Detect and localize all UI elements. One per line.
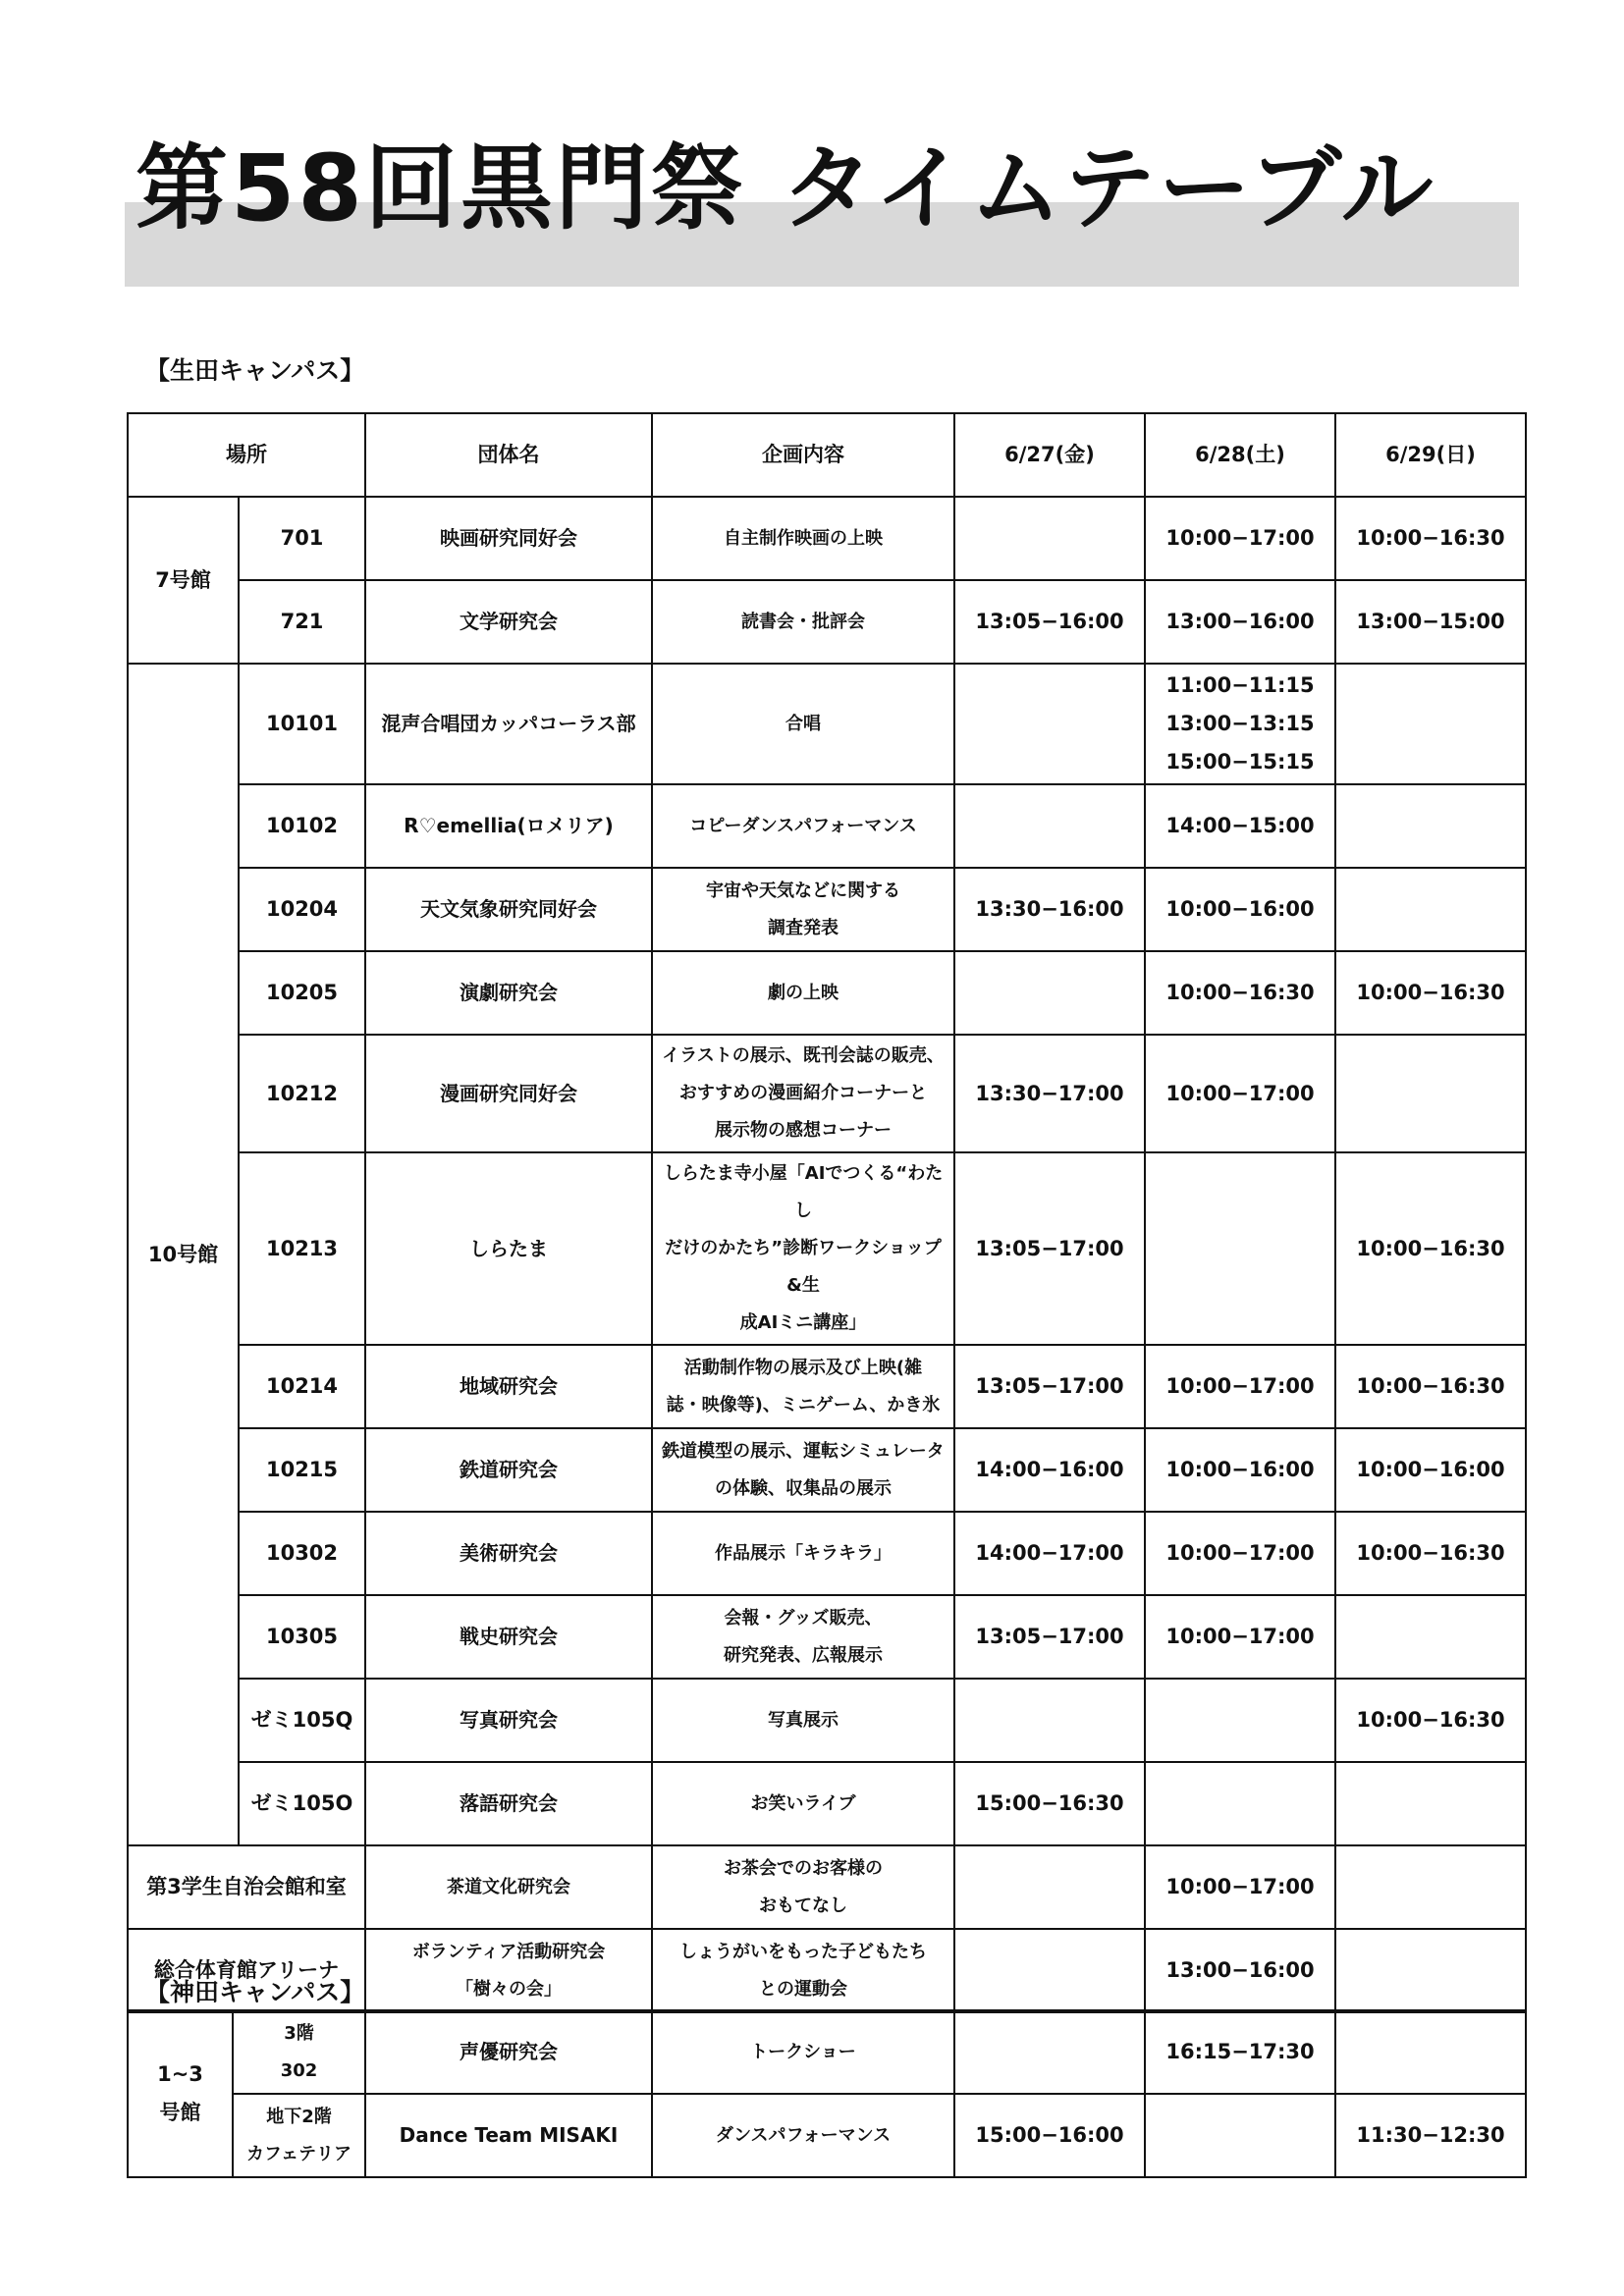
event-content (652, 1595, 954, 1679)
time-day3 (1335, 2094, 1526, 2177)
room-number-line: 701 (280, 526, 324, 550)
table-row (128, 784, 1526, 868)
time-day1-line: 13:30−16:00 (975, 897, 1124, 921)
room-number (239, 1512, 365, 1595)
time-day2-line: 10:00−17:00 (1165, 1625, 1315, 1648)
time-day3 (1335, 1845, 1526, 1929)
table-row (128, 1762, 1526, 1845)
time-day1 (954, 1929, 1145, 2012)
time-day1-line: 13:05−17:00 (975, 1236, 1124, 1260)
event-content-line: 活動制作物の展示及び上映(雑 (683, 1357, 923, 1378)
time-day2 (1145, 1345, 1335, 1428)
event-content-line: おすすめの漫画紹介コーナーと (678, 1083, 928, 1103)
event-content (652, 1679, 954, 1762)
room-number (239, 1035, 365, 1152)
ikuta-campus-heading: 【生田キャンパス】 (145, 356, 365, 385)
group-name (365, 1595, 652, 1679)
time-day2-line: 13:00−16:00 (1165, 1958, 1315, 1982)
time-day3 (1335, 1345, 1526, 1428)
event-content (652, 868, 954, 951)
venue-name-line: 総合体育館アリーナ (153, 1958, 340, 1982)
table-row (128, 868, 1526, 951)
time-day3-line: 10:00−16:00 (1356, 1458, 1505, 1481)
event-content (652, 1762, 954, 1845)
event-content (652, 1035, 954, 1152)
event-content-line: 読書会・批評会 (741, 611, 865, 632)
event-content (652, 1152, 954, 1345)
event-content-line: しょうがいをもった子どもたち (679, 1941, 927, 1962)
time-day2 (1145, 2094, 1335, 2177)
time-day1 (954, 1762, 1145, 1845)
time-day1-line: 13:05−17:00 (975, 1374, 1124, 1398)
room-number (239, 1679, 365, 1762)
building-1-3 (128, 2010, 233, 2177)
group-name-line: しらたま (469, 1236, 548, 1260)
group-name-line: 漫画研究同好会 (440, 1081, 577, 1105)
event-content-line: お笑いライブ (750, 1792, 856, 1814)
group-name-line: 美術研究会 (460, 1541, 558, 1565)
group-name (365, 2094, 652, 2177)
room-number (239, 868, 365, 951)
ikuta-timetable (127, 412, 1527, 2013)
time-day2-line: 10:00−17:00 (1165, 1541, 1315, 1565)
event-content-line: おもてなし (759, 1895, 847, 1916)
time-day2-line: 15:00−15:15 (1165, 750, 1315, 774)
table-row (128, 1345, 1526, 1428)
room-number-line: 10204 (265, 897, 339, 921)
time-day3-line: 10:00−16:30 (1356, 981, 1505, 1004)
time-day2 (1145, 1679, 1335, 1762)
table-row (128, 1512, 1526, 1595)
time-day1 (954, 2010, 1145, 2094)
time-day2 (1145, 1152, 1335, 1345)
time-day1 (954, 2094, 1145, 2177)
time-day3 (1335, 1512, 1526, 1595)
event-content (652, 784, 954, 868)
event-content-line: 会報・グッズ販売、 (724, 1607, 883, 1629)
group-name-line: Dance Team MISAKI (399, 2123, 619, 2147)
event-content (652, 1845, 954, 1929)
event-content-line: 調査発表 (768, 917, 839, 938)
event-content-line: との運動会 (759, 1978, 847, 2000)
group-name-line: 映画研究同好会 (440, 526, 577, 550)
group-name (365, 951, 652, 1035)
event-content-line: 鉄道模型の展示、運転シミュレータ (662, 1440, 945, 1462)
kanda-campus-heading: 【神田キャンパス】 (145, 1978, 365, 2006)
room-number (239, 1345, 365, 1428)
group-name-line: 声優研究会 (460, 2040, 558, 2063)
kanda-timetable (127, 2009, 1527, 2178)
event-content (652, 1345, 954, 1428)
page-title: 第58回黒門祭 タイムテーブル (135, 135, 1436, 242)
time-day1-line: 13:30−17:00 (975, 1081, 1124, 1105)
time-day3 (1335, 580, 1526, 664)
room-number-line: 10305 (265, 1625, 339, 1648)
time-day3 (1335, 2010, 1526, 2094)
time-day2-line: 10:00−17:00 (1165, 526, 1315, 550)
group-name (365, 1762, 652, 1845)
time-day1 (954, 951, 1145, 1035)
venue-name (128, 1845, 365, 1929)
group-name-line: R♡emellia(ロメリア) (404, 814, 614, 837)
room-number-line: 10215 (265, 1458, 339, 1481)
room-number (239, 951, 365, 1035)
event-content-line: コピーダンスパフォーマンス (689, 815, 917, 836)
group-name-line: 「樹々の会」 (456, 1978, 562, 2000)
time-day2 (1145, 1845, 1335, 1929)
room-location-line: カフェテリア (245, 2143, 352, 2164)
event-content-line: 成AIミニ講座」 (739, 1312, 867, 1333)
time-day3 (1335, 951, 1526, 1035)
time-day3 (1335, 1679, 1526, 1762)
group-name (365, 868, 652, 951)
time-day3-line: 10:00−16:30 (1356, 526, 1505, 550)
time-day1 (954, 1595, 1145, 1679)
time-day3-line: 10:00−16:30 (1356, 1236, 1505, 1260)
time-day1 (954, 784, 1145, 868)
room-number (239, 1595, 365, 1679)
group-name (365, 784, 652, 868)
room-number-line: 10102 (265, 814, 339, 837)
event-content (652, 2094, 954, 2177)
group-name-line: ボランティア活動研究会 (411, 1941, 606, 1962)
group-name-line: 天文気象研究同好会 (420, 897, 597, 921)
time-day3 (1335, 1929, 1526, 2012)
time-day2-line: 10:00−16:30 (1165, 981, 1315, 1004)
building-1-3-line: 号館 (159, 2101, 201, 2124)
group-name (365, 1512, 652, 1595)
group-name-line: 文学研究会 (460, 610, 558, 633)
time-day3 (1335, 664, 1526, 784)
event-content-line: 自主制作映画の上映 (724, 527, 883, 549)
event-content-line: 研究発表、広報展示 (724, 1644, 883, 1666)
time-day1-line: 14:00−17:00 (975, 1541, 1124, 1565)
time-day2 (1145, 1595, 1335, 1679)
room-number (239, 580, 365, 664)
group-name (365, 1929, 652, 2012)
table-row (128, 664, 1526, 784)
time-day1 (954, 1845, 1145, 1929)
table-row (128, 1595, 1526, 1679)
room-number-line: 10213 (265, 1236, 339, 1260)
room-number-line: 10205 (265, 981, 339, 1004)
time-day3 (1335, 868, 1526, 951)
time-day2-line: 10:00−16:00 (1165, 897, 1315, 921)
group-name (365, 1845, 652, 1929)
time-day1 (954, 580, 1145, 664)
group-name (365, 580, 652, 664)
room-number-line: 721 (280, 610, 324, 633)
table-row (128, 2010, 1526, 2094)
table-row (128, 951, 1526, 1035)
group-name-line: 写真研究会 (460, 1708, 558, 1732)
time-day3 (1335, 1035, 1526, 1152)
header-place: 場所 (128, 413, 365, 497)
room-number-line: 10302 (265, 1541, 339, 1565)
building-10 (128, 664, 239, 1845)
time-day2 (1145, 1762, 1335, 1845)
time-day1 (954, 1152, 1145, 1345)
table-row (128, 1428, 1526, 1512)
event-content-line: 展示物の感想コーナー (715, 1120, 892, 1141)
group-name-line: 演劇研究会 (460, 981, 558, 1004)
event-content (652, 497, 954, 580)
time-day2-line: 10:00−17:00 (1165, 1081, 1315, 1105)
time-day2 (1145, 497, 1335, 580)
group-name (365, 1152, 652, 1345)
time-day3-line: 11:30−12:30 (1356, 2123, 1505, 2147)
time-day3-line: 13:00−15:00 (1356, 610, 1505, 633)
group-name (365, 1679, 652, 1762)
table-row (128, 1679, 1526, 1762)
time-day2-line: 11:00−11:15 (1165, 673, 1315, 697)
time-day1-line: 13:05−16:00 (975, 610, 1124, 633)
event-content-line: 写真展示 (768, 1709, 839, 1731)
table-row (128, 1152, 1526, 1345)
event-content (652, 580, 954, 664)
event-content-line: しらたま寺小屋「AIでつくる“わたし (663, 1163, 944, 1221)
time-day1 (954, 1512, 1145, 1595)
event-content-line: 誌・映像等)、ミニゲーム、かき氷 (666, 1394, 941, 1415)
group-name-line: 戦史研究会 (460, 1625, 558, 1648)
event-content (652, 1512, 954, 1595)
event-content-line: お茶会でのお客様の (724, 1857, 883, 1879)
event-content (652, 2010, 954, 2094)
time-day2-line: 14:00−15:00 (1165, 814, 1315, 837)
table-row (128, 580, 1526, 664)
group-name-line: 落語研究会 (460, 1791, 558, 1815)
event-content (652, 1929, 954, 2012)
event-content (652, 664, 954, 784)
room-number (239, 497, 365, 580)
room-number-line: 10212 (265, 1081, 339, 1105)
event-content (652, 951, 954, 1035)
time-day1-line: 15:00−16:30 (975, 1791, 1124, 1815)
time-day2 (1145, 1929, 1335, 2012)
header-day2: 6/28(土) (1145, 413, 1335, 497)
time-day1 (954, 664, 1145, 784)
room-number (239, 1762, 365, 1845)
header-group: 団体名 (365, 413, 652, 497)
time-day3 (1335, 1428, 1526, 1512)
event-content (652, 1428, 954, 1512)
event-content-line: トークショー (750, 2041, 856, 2062)
room-number (239, 784, 365, 868)
event-content-line: 宇宙や天気などに関する (706, 880, 900, 901)
room-number-line: 10214 (265, 1374, 339, 1398)
time-day3 (1335, 497, 1526, 580)
room-number (239, 1428, 365, 1512)
time-day2-line: 10:00−17:00 (1165, 1374, 1315, 1398)
time-day2-line: 13:00−13:15 (1165, 712, 1315, 735)
event-content-line: 劇の上映 (768, 982, 839, 1003)
time-day1 (954, 1345, 1145, 1428)
time-day2 (1145, 1428, 1335, 1512)
time-day3-line: 10:00−16:30 (1356, 1541, 1505, 1565)
table-row (128, 497, 1526, 580)
time-day1-line: 13:05−17:00 (975, 1625, 1124, 1648)
time-day3 (1335, 1595, 1526, 1679)
event-content-line: ダンスパフォーマンス (715, 2124, 892, 2146)
time-day2-line: 13:00−16:00 (1165, 610, 1315, 633)
time-day3-line: 10:00−16:30 (1356, 1708, 1505, 1732)
event-content-line: 合唱 (785, 713, 821, 734)
room-number-line: ゼミ105Q (250, 1708, 353, 1732)
header-day3: 6/29(日) (1335, 413, 1526, 497)
building-7 (128, 497, 239, 664)
event-content-line: だけのかたち”診断ワークショップ&生 (665, 1238, 942, 1296)
time-day2 (1145, 868, 1335, 951)
header-row (128, 413, 1526, 497)
group-name (365, 497, 652, 580)
time-day2 (1145, 784, 1335, 868)
time-day1 (954, 1679, 1145, 1762)
time-day2 (1145, 951, 1335, 1035)
venue-name-line: 第3学生自治会館和室 (146, 1875, 347, 1898)
time-day2 (1145, 2010, 1335, 2094)
room-location-line: 3階 (284, 2022, 314, 2044)
group-name-line: 地域研究会 (460, 1374, 558, 1398)
group-name (365, 1035, 652, 1152)
room-number-line: ゼミ105O (250, 1791, 353, 1815)
time-day1-line: 15:00−16:00 (975, 2123, 1124, 2147)
room-location (233, 2010, 365, 2094)
time-day1 (954, 1428, 1145, 1512)
time-day2-line: 10:00−16:00 (1165, 1458, 1315, 1481)
group-name-line: 茶道文化研究会 (447, 1876, 570, 1897)
time-day2-line: 10:00−17:00 (1165, 1875, 1315, 1898)
room-location-line: 地下2階 (266, 2106, 332, 2127)
room-number (239, 664, 365, 784)
time-day3-line: 10:00−16:30 (1356, 1374, 1505, 1398)
room-location (233, 2094, 365, 2177)
room-number (239, 1152, 365, 1345)
building-1-3-line: 1~3 (157, 2062, 203, 2086)
event-content-line: 作品展示「キラキラ」 (715, 1542, 892, 1564)
group-name-line: 鉄道研究会 (460, 1458, 558, 1481)
room-location-line: 302 (280, 2059, 318, 2081)
time-day2 (1145, 1035, 1335, 1152)
group-name (365, 2010, 652, 2094)
group-name (365, 1345, 652, 1428)
group-name-line: 混声合唱団カッパコーラス部 (381, 712, 636, 735)
time-day2-line: 16:15−17:30 (1165, 2040, 1315, 2063)
time-day3 (1335, 784, 1526, 868)
time-day1-line: 14:00−16:00 (975, 1458, 1124, 1481)
table-row (128, 2094, 1526, 2177)
header-day1: 6/27(金) (954, 413, 1145, 497)
building-10-line: 10号館 (147, 1242, 219, 1266)
event-content-line: の体験、収集品の展示 (715, 1477, 892, 1499)
group-name (365, 1428, 652, 1512)
time-day2 (1145, 1512, 1335, 1595)
table-row (128, 1845, 1526, 1929)
time-day3 (1335, 1152, 1526, 1345)
time-day3 (1335, 1762, 1526, 1845)
room-number-line: 10101 (265, 712, 339, 735)
header-content: 企画内容 (652, 413, 954, 497)
time-day1 (954, 497, 1145, 580)
table-row (128, 1035, 1526, 1152)
group-name (365, 664, 652, 784)
time-day2 (1145, 580, 1335, 664)
time-day1 (954, 1035, 1145, 1152)
time-day1 (954, 868, 1145, 951)
building-7-line: 7号館 (155, 567, 211, 592)
time-day2 (1145, 664, 1335, 784)
event-content-line: イラストの展示、既刊会誌の販売、 (662, 1045, 945, 1066)
